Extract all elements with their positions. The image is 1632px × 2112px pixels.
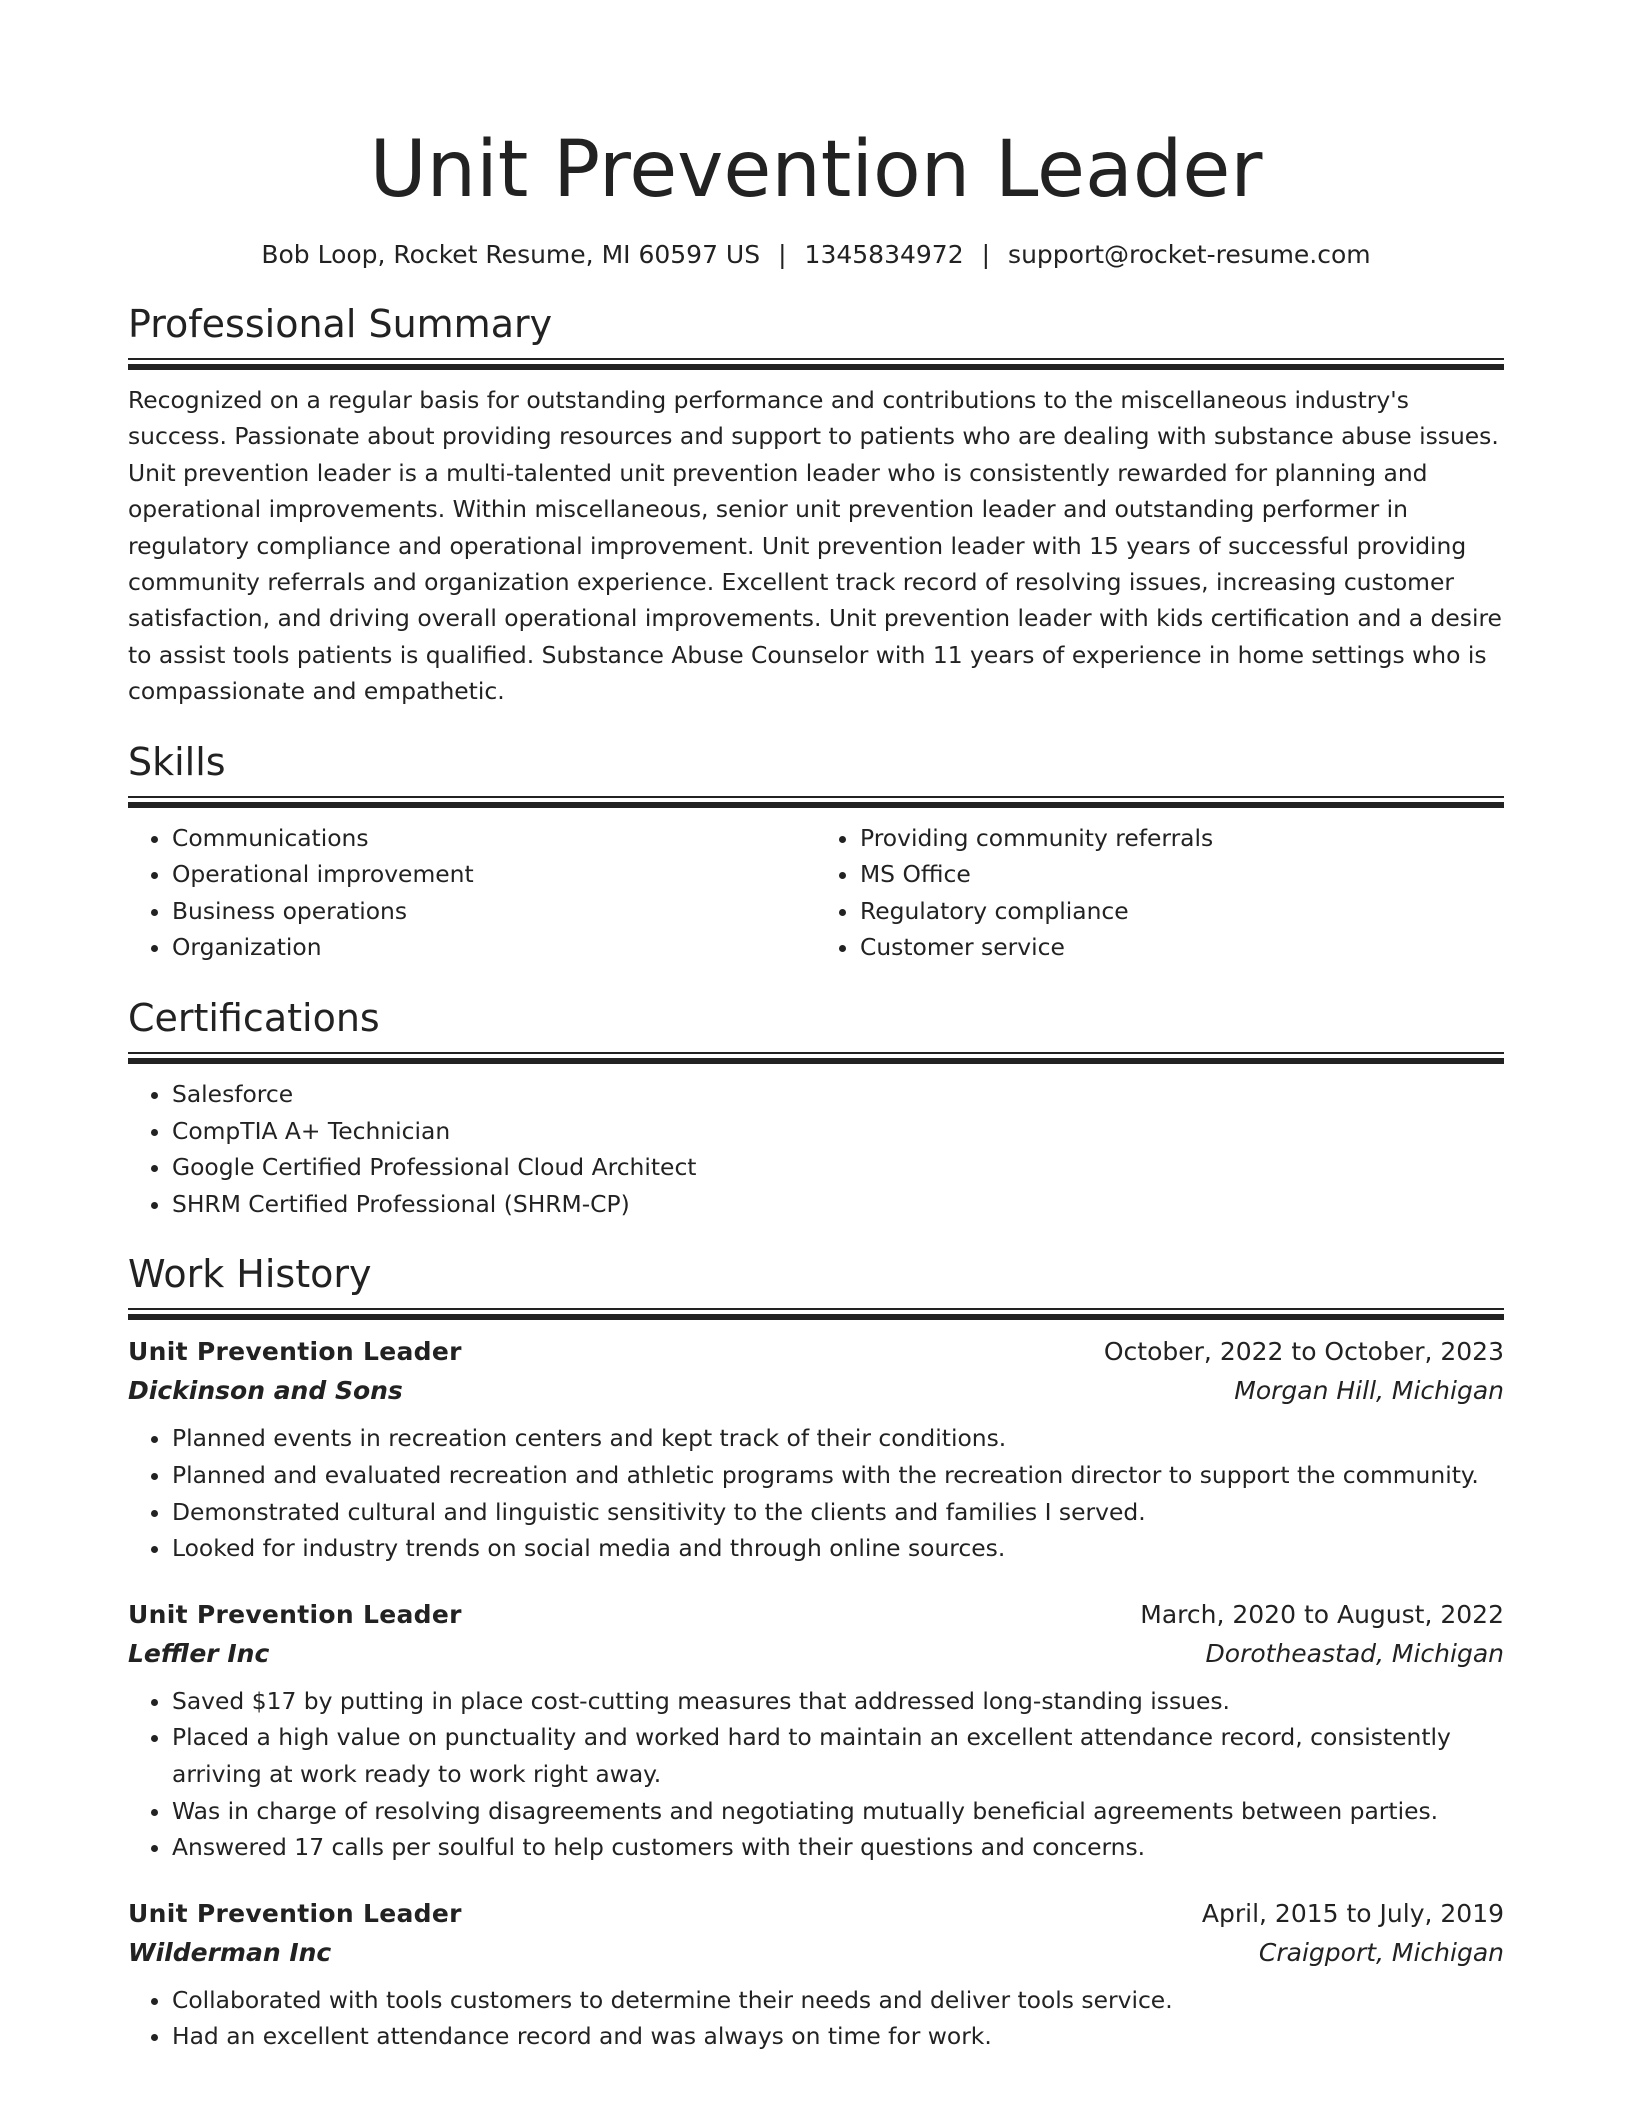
job-title: Unit Prevention Leader [128, 1898, 462, 1928]
section-divider [128, 1052, 1504, 1064]
job-company-row [128, 1371, 1504, 1410]
skill-item: • Customer service [860, 929, 1504, 966]
job-bullet: • Placed a high value on punctuality and worked hard to maintain an excellent attendance record, consistently arriving at work ready to work right away. [172, 1719, 1504, 1792]
certifications-list [128, 1076, 1504, 1222]
job-bullet: • Looked for industry trends on social media and through online sources. [172, 1530, 1504, 1567]
skill-item: • Communications [172, 820, 816, 857]
skills-section [128, 738, 1504, 966]
section-divider [128, 358, 1504, 370]
skill-item: • MS Office [860, 856, 1504, 893]
skills-list-right [816, 820, 1504, 966]
skills-list-left [128, 820, 816, 966]
job-header-row [128, 1332, 1504, 1371]
certification-item: • Google Certified Professional Cloud Architect [172, 1149, 1504, 1186]
contact-line [128, 238, 1504, 272]
skill-item: • Regulatory compliance [860, 893, 1504, 930]
job-bullet: • Saved $17 by putting in place cost-cutting measures that addressed long-standing issues. [172, 1683, 1504, 1720]
job-company: Dickinson and Sons [128, 1376, 403, 1406]
contact-phone: 1345834972 [804, 240, 964, 269]
job-dates: October, 2022 to October, 2023 [1103, 1337, 1504, 1367]
section-title-skills: Skills [128, 739, 226, 784]
job-bullet: • Collaborated with tools customers to determine their needs and deliver tools service. [172, 1982, 1504, 2019]
skill-item: • Providing community referrals [860, 820, 1504, 857]
certification-item: • CompTIA A+ Technician [172, 1113, 1504, 1150]
work-history-section [128, 1250, 1504, 2055]
section-divider [128, 796, 1504, 808]
job-bullet: • Had an excellent attendance record and was always on time for work. [172, 2018, 1504, 2055]
job-bullet: • Planned events in recreation centers and kept track of their conditions. [172, 1420, 1504, 1457]
certification-item: • Salesforce [172, 1076, 1504, 1113]
skill-item: • Business operations [172, 893, 816, 930]
job-header-row [128, 1595, 1504, 1634]
section-divider [128, 1308, 1504, 1320]
job-title: Unit Prevention Leader [128, 1599, 462, 1629]
job-company: Leffler Inc [128, 1638, 270, 1668]
contact-separator: | [981, 240, 991, 269]
job-dates: March, 2020 to August, 2022 [1140, 1599, 1504, 1629]
contact-email[interactable]: support@rocket-resume.com [1008, 240, 1371, 269]
job-bullets [128, 1982, 1504, 2055]
job-bullets [128, 1683, 1504, 1866]
section-title-summary: Professional Summary [128, 302, 553, 346]
job-location: Dorotheastad, Michigan [1205, 1638, 1504, 1668]
job-company-row [128, 1634, 1504, 1673]
job-bullet: • Was in charge of resolving disagreements and negotiating mutually beneficial agreements between parties. [172, 1793, 1504, 1830]
contact-address: Bob Loop, Rocket Resume, MI 60597 US [261, 240, 761, 269]
job-bullet: • Planned and evaluated recreation and athletic programs with the recreation director to support the community. [172, 1457, 1504, 1494]
job-entry [128, 1595, 1504, 1866]
job-dates: April, 2015 to July, 2019 [1201, 1898, 1504, 1928]
summary-text: Recognized on a regular basis for outstanding performance and contributions to the miscellaneous industry's success. Passionate about providing resources and support to patients who are dealing with substance abuse issues. Unit prevention leader is a multi-talented unit prevention leader who is consistently rewarded for planning and operational improvements. Within miscellaneous, senior unit prevention leader and outstanding performer in regulatory compliance and operational improvement. Unit prevention leader with 15 years of successful providing community referrals and organization experience. Excellent track record of resolving issues, increasing customer satisfaction, and driving overall operational improvements. Unit prevention leader with kids certification and a desire to assist tools patients is qualified. Substance Abuse Counselor with 11 years of experience in home settings who is compassionate and empathetic. [128, 386, 1502, 706]
job-entry [128, 1332, 1504, 1566]
resume-name: Unit Prevention Leader [369, 125, 1263, 215]
job-location: Morgan Hill, Michigan [1234, 1376, 1504, 1406]
resume-page [128, 118, 1504, 2055]
section-title-work-history: Work History [128, 1252, 372, 1297]
skill-item: • Organization [172, 929, 816, 966]
job-bullet: • Demonstrated cultural and linguistic sensitivity to the clients and families I served. [172, 1494, 1504, 1531]
contact-separator: | [778, 240, 787, 269]
job-bullets [128, 1420, 1504, 1566]
job-company: Wilderman Inc [128, 1937, 332, 1967]
job-company-row [128, 1933, 1504, 1972]
section-title-certifications: Certifications [128, 996, 380, 1041]
job-title: Unit Prevention Leader [128, 1337, 462, 1367]
summary-section [128, 300, 1504, 710]
skills-grid [128, 820, 1504, 966]
job-location: Craigport, Michigan [1258, 1937, 1504, 1967]
certifications-section [128, 994, 1504, 1222]
skill-item: • Operational improvement [172, 856, 816, 893]
job-header-row [128, 1894, 1504, 1933]
job-bullet: • Answered 17 calls per soulful to help customers with their questions and concerns. [172, 1829, 1504, 1866]
certification-item: • SHRM Certified Professional (SHRM-CP) [172, 1186, 1504, 1223]
job-entry [128, 1894, 1504, 2055]
